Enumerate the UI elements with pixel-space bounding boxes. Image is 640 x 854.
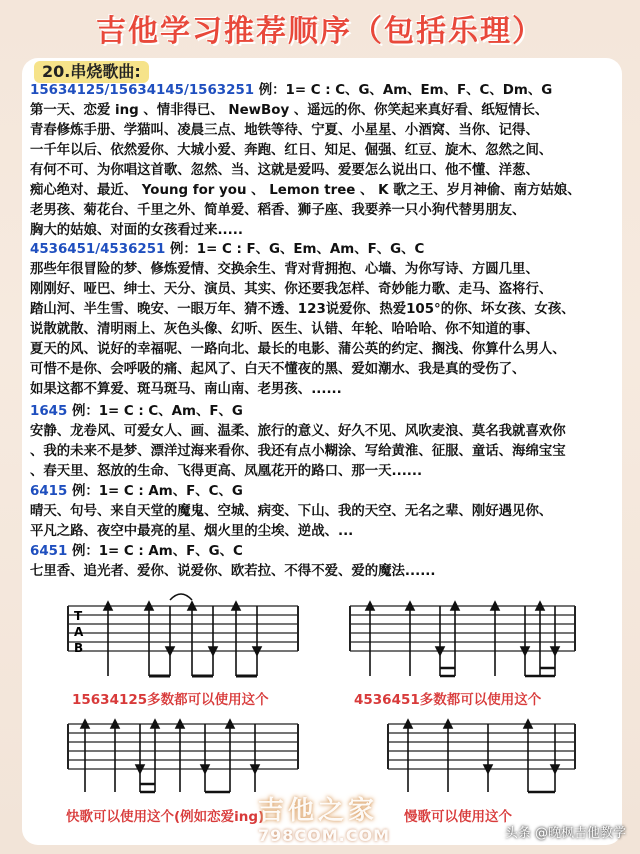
progression-code: 6415 xyxy=(30,484,68,499)
song-titles: 安静、龙卷风、可爱女人、画、温柔、旅行的意义、好久不见、风吹麦浪、莫名我就喜欢你 xyxy=(30,424,566,439)
tab-letter-b: B xyxy=(74,641,84,655)
progression-example: 例：1= C : F、G、Em、Am、F、G、C xyxy=(165,242,425,257)
progression-example: 例：1= C : C、G、Am、Em、F、C、Dm、G xyxy=(254,83,553,98)
song-titles: 说散就散、清明雨上、灰色头像、幻听、医生、认错、年轮、哈哈哈、你不知道的事、 xyxy=(30,322,539,337)
tab-letter-t: T xyxy=(74,609,83,623)
song-titles: 那些年很冒险的梦、修炼爱情、交换余生、背对背拥抱、心墙、为你写诗、方圆几里、 xyxy=(30,262,539,277)
progression-code: 4536451/4536251 xyxy=(30,242,166,257)
song-titles: 痴心绝对、最近、 Young for you 、 Lemon tree 、 K 歌之王、岁月神偷、南方姑娘、 xyxy=(30,183,581,198)
song-line xyxy=(30,360,525,380)
song-titles: 一千年以后、依然爱你、大城小爱、奔跑、红日、知足、倔强、红豆、旋木、忽然之间、 xyxy=(30,143,553,158)
progression-example: 例：1= C : C、Am、F、G xyxy=(67,404,243,419)
song-line xyxy=(30,161,539,181)
song-line xyxy=(30,260,539,280)
song-titles: 可惜不是你、会呼吸的痛、起风了、白天不懂夜的黑、爱如潮水、我是真的受伤了、 xyxy=(30,362,526,377)
progression-example: 例：1= C : Am、F、C、G xyxy=(67,484,243,499)
song-line xyxy=(30,562,435,582)
song-line xyxy=(30,101,548,121)
song-line xyxy=(30,201,525,221)
tab-letter-a: A xyxy=(74,625,84,639)
song-line xyxy=(30,121,539,141)
progression-example: 例：1= C : Am、F、G、C xyxy=(67,544,243,559)
song-titles: 晴天、句号、来自天堂的魔鬼、空城、病变、下山、我的天空、无名之辈、刚好遇见你、 xyxy=(30,504,553,519)
song-titles: 、春天里、怒放的生命、飞得更高、凤凰花开的路口、那一天...... xyxy=(30,464,423,479)
progression-header xyxy=(30,482,243,502)
song-titles: 胸大的姑娘、对面的女孩看过来..... xyxy=(30,223,243,238)
caption-pattern-3: 快歌可以使用这个(例如恋爱ing) xyxy=(66,809,265,825)
song-titles: 踏山河、半生雪、晚安、一眼万年、猜不透、123说爱你、热爱105°的你、坏女孩、女孩、 xyxy=(30,302,575,317)
watermark-url: 798COM.COM xyxy=(258,826,391,845)
song-line xyxy=(30,522,353,542)
progression-header xyxy=(30,402,243,422)
song-titles: 如果这都不算爱、斑马斑马、南山南、老男孩、...... xyxy=(30,382,342,397)
caption-pattern-4: 慢歌可以使用这个 xyxy=(404,809,512,825)
song-line xyxy=(30,442,566,462)
progression-header xyxy=(30,240,424,260)
song-titles: 七里香、追光者、爱你、说爱你、欧若拉、不得不爱、爱的魔法...... xyxy=(30,564,436,579)
progression-code: 15634125/15634145/1563251 xyxy=(30,83,255,98)
song-line xyxy=(30,181,581,201)
song-line xyxy=(30,380,342,400)
song-titles: 刚刚好、哑巴、绅士、天分、演员、其实、你还要我怎样、奇妙能力歌、走马、盗将行、 xyxy=(30,282,553,297)
progression-header xyxy=(30,542,243,562)
song-titles: 第一天、恋爱 ing 、情非得已、 NewBoy 、遥远的你、你笑起来真好看、纸短情长、 xyxy=(30,103,549,118)
song-line xyxy=(30,502,552,522)
author-attribution: 头条 @晚枫吉他教学 xyxy=(504,826,626,841)
song-line xyxy=(30,422,566,442)
progression-header xyxy=(30,81,552,101)
song-line xyxy=(30,280,552,300)
song-titles: 夏天的风、说好的幸福呢、一路向北、最长的电影、蒲公英的约定、搁浅、你算什么男人、 xyxy=(30,342,566,357)
song-line xyxy=(30,462,422,482)
song-titles: 青春修炼手册、学猫叫、凌晨三点、地铁等待、宁夏、小星星、小酒窝、当你、记得、 xyxy=(30,123,539,138)
watermark-logo: 吉他之家 xyxy=(258,796,379,826)
song-titles: 、我的未来不是梦、漂洋过海来看你、我还有点小糊涂、写给黄淮、征服、童话、海绵宝宝 xyxy=(30,444,566,459)
song-line xyxy=(30,300,575,320)
section-heading: 20.串烧歌曲: xyxy=(34,61,149,83)
song-line xyxy=(30,320,539,340)
song-titles: 老男孩、菊花台、千里之外、简单爱、稻香、狮子座、我要养一只小狗代替男朋友、 xyxy=(30,203,526,218)
song-line xyxy=(30,340,566,360)
song-line xyxy=(30,221,243,241)
caption-pattern-2: 4536451多数都可以使用这个 xyxy=(354,692,542,708)
caption-pattern-1: 15634125多数都可以使用这个 xyxy=(72,692,269,708)
page-title: 吉他学习推荐顺序（包括乐理） xyxy=(96,14,544,49)
progression-code: 6451 xyxy=(30,544,68,559)
song-line xyxy=(30,141,552,161)
song-titles: 平凡之路、夜空中最亮的星、烟火里的尘埃、逆战、... xyxy=(30,524,354,539)
song-titles: 有何不可、为你唱这首歌、忽然、当、这就是爱吗、爱要怎么说出口、他不懂、洋葱、 xyxy=(30,163,539,178)
progression-code: 1645 xyxy=(30,404,68,419)
